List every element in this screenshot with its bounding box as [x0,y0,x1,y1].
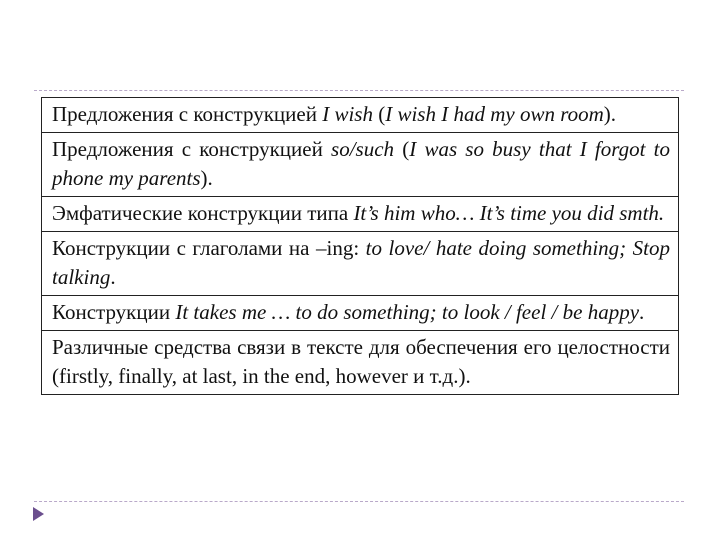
row-example: to love/ hate doing something; Stop talking [52,236,670,289]
table-row-2 [42,132,678,196]
row-lead: Эмфатические конструкции типа [52,201,354,225]
row-tail: . [639,300,645,324]
row-lead: Конструкции с глаголами на –ing: [52,236,366,260]
table-row-1 [42,98,678,132]
row-mid: ( [372,102,386,126]
table-row-4 [42,231,678,295]
content-table [41,97,679,395]
row-tail: . [110,265,116,289]
row-example: so/such [331,137,395,161]
row-lead: Предложения с конструкцией [52,137,332,161]
table-row-3 [42,196,678,231]
row-example2: I wish I had my own room [385,102,604,126]
table-row-6 [42,330,678,394]
row-mid: ( [394,137,410,161]
triangle-bullet-icon [33,507,44,521]
row-example: It takes me … to do something; to look / feel / be happy [175,300,640,324]
top-divider [34,90,684,91]
row-tail: ). [200,166,213,190]
row-lead: Конструкции [52,300,176,324]
table-row-5 [42,295,678,330]
row-lead: Предложения с конструкцией [52,102,323,126]
row-tail: ). [603,102,617,126]
bottom-divider [34,501,684,502]
row-example: It’s him who… It’s time you did smth. [353,201,665,225]
row-lead: Различные средства связи в тексте для обеспечения его целостности (firstly, finally, at last, in the end, however и т.д.). [52,335,670,388]
row-example2: I was so busy that I forgot to phone my parents [52,137,671,190]
row-example: I wish [322,102,373,126]
